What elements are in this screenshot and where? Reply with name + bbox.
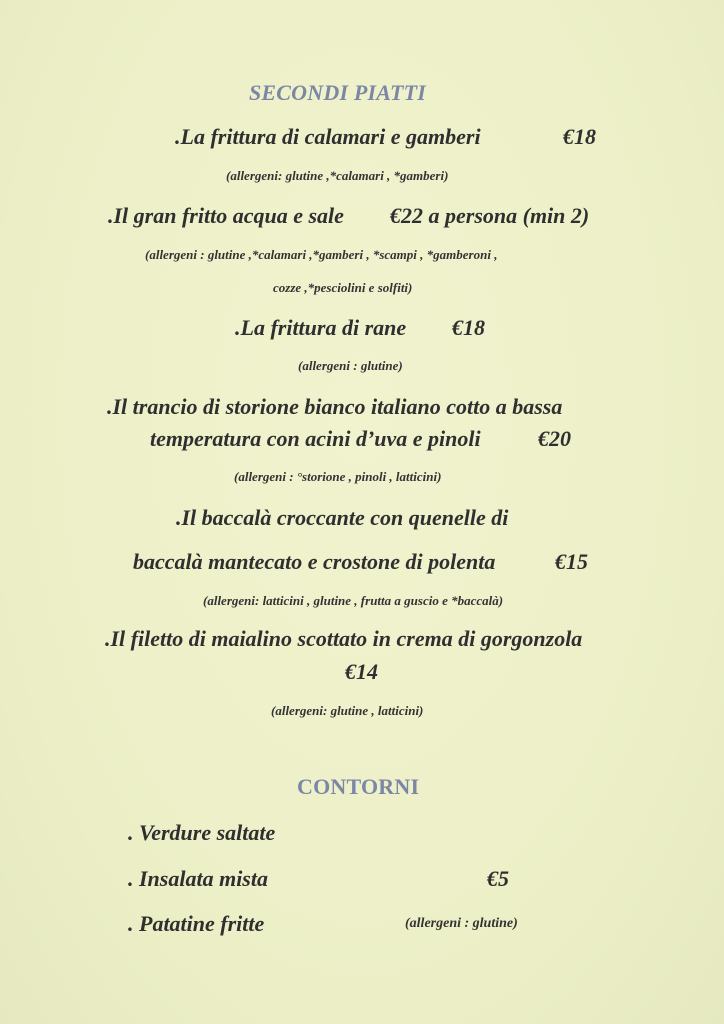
dish-price: €18: [563, 124, 596, 149]
dish-allergens: (allergeni: glutine , latticini): [271, 703, 424, 718]
dish-name: .Il trancio di storione bianco italiano cotto a bassa: [107, 394, 563, 419]
dish-name: .Il gran fritto acqua e sale: [108, 203, 344, 228]
dish-allergens: (allergeni : glutine ,*calamari ,*gamberi , *scampi , *gamberoni ,: [145, 247, 498, 262]
dish-allergens: (allergeni : °storione , pinoli , latticini): [234, 469, 442, 484]
dish-allergens: (allergeni: latticini , glutine , frutta a guscio e *baccalà): [203, 593, 504, 608]
dish-price: €22 a persona (min 2): [390, 203, 590, 228]
dish-price: €18: [452, 315, 485, 340]
side-dish-allergens: (allergeni : glutine): [405, 916, 518, 931]
side-dish-price: €5: [487, 866, 509, 891]
dish-name: baccalà mantecato e crostone di polenta: [133, 549, 496, 574]
dish-allergens: (allergeni: glutine ,*calamari , *gamberi): [226, 168, 449, 183]
dish-allergens: cozze ,*pesciolini e solfiti): [273, 280, 413, 295]
dish-name: temperatura con acini d’uva e pinoli: [150, 426, 481, 451]
dish-price: €14: [345, 659, 378, 684]
side-dish-name: . Patatine fritte: [128, 911, 265, 936]
dish-name: .Il baccalà croccante con quenelle di: [176, 505, 509, 530]
dish-allergens: (allergeni : glutine): [298, 358, 403, 373]
dish-name: .Il filetto di maialino scottato in crema di gorgonzola: [105, 626, 583, 651]
side-dish-name: . Insalata mista: [128, 866, 268, 891]
dish-name: .La frittura di calamari e gamberi: [175, 124, 481, 149]
section-heading-secondi: SECONDI PIATTI: [249, 80, 427, 105]
dish-price: €15: [555, 549, 588, 574]
side-dish-name: . Verdure saltate: [128, 820, 276, 845]
dish-price: €20: [538, 426, 571, 451]
section-heading-contorni: CONTORNI: [297, 774, 420, 799]
dish-name: .La frittura di rane: [235, 315, 407, 340]
